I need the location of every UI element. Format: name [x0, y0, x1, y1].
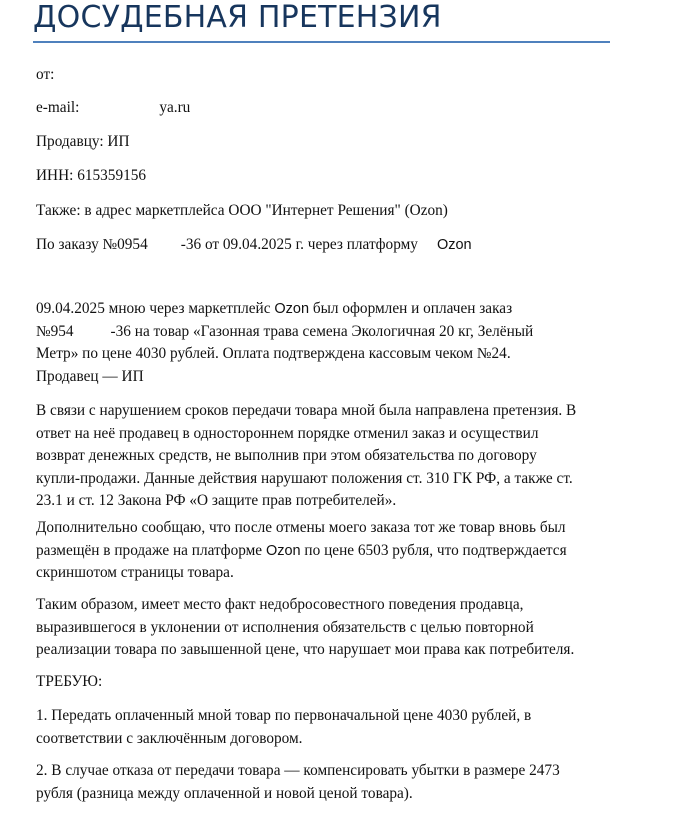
demand-item-1 [36, 705, 616, 750]
text-line: выразившегося в уклонении от исполнения обязательств с целью повторной [36, 618, 534, 636]
brand-ozon: Ozon [274, 301, 310, 317]
order-line [36, 236, 472, 254]
text-line: соответствии с заключённым договором. [36, 729, 303, 747]
text-segment: -36 на товар «Газонная трава семена Экологичная 20 кг, Зелёный [110, 322, 534, 340]
inn-line: ИНН: 615359156 [36, 167, 147, 184]
text-line: 1. Передать оплаченный мной товар по первоначальной цене 4030 рублей, в [36, 707, 532, 724]
email-line [36, 99, 190, 117]
paragraph-conclusion [36, 594, 616, 662]
order-number: По заказу №0954 [36, 236, 148, 253]
text-line: 23.1 и ст. 12 Закона РФ «О защите прав потребителей». [36, 492, 397, 509]
text-line: Продавец — ИП [36, 367, 144, 385]
demand-item-2 [36, 760, 616, 805]
marketplace-line: Также: в адрес маркетплейса ООО "Интернет Решения" (Ozon) [36, 202, 448, 219]
text-line: 2. В случае отказа от передачи товара — компенсировать убытки в размере 2473 [36, 762, 560, 779]
paragraph-violation [36, 400, 616, 513]
text-line: купли-продажи. Данные действия нарушают положения ст. 310 ГК РФ, а также ст. [36, 469, 573, 487]
text-line: рубля (разница между оплаченной и новой ценой товара). [36, 784, 413, 802]
text-line: скриншотом страницы товара. [36, 564, 234, 581]
text-segment: по цене 6503 рубля, что подтверждается [300, 541, 567, 559]
text-line: возврат денежных средств, не выполнив при этом обязательства по договору [36, 447, 537, 464]
paragraph-order-description [36, 298, 616, 388]
text-line: реализации товара по завышенной цене, что нарушает мои права как потребителя. [36, 641, 575, 658]
paragraph-relisting [36, 517, 616, 585]
order-details: -36 от 09.04.2025 г. через платформу [180, 236, 418, 253]
text-segment: №954 [36, 322, 74, 340]
text-line: Таким образом, имеет место факт недобросовестного поведения продавца, [36, 596, 524, 613]
brand-ozon: Ozon [265, 542, 301, 559]
seller-line: Продавцу: ИП [36, 133, 130, 150]
demand-heading: ТРЕБУЮ: [36, 673, 103, 690]
text-line: Метр» по цене 4030 рублей. Оплата подтверждена кассовым чеком №24. [36, 345, 511, 362]
text-segment: размещён в продаже на платформе [36, 541, 266, 559]
text-line: В связи с нарушением сроков передачи товара мной была направлена претензия. В [36, 402, 577, 419]
text-line: ответ на неё продавец в одностороннем порядке отменил заказ и осуществил [36, 424, 539, 442]
order-platform: Ozon [436, 237, 472, 253]
from-line: от: [36, 66, 55, 83]
title-underline [33, 41, 610, 43]
document-title: ДОСУДЕБНАЯ ПРЕТЕНЗИЯ [33, 0, 442, 35]
email-label: e-mail: [36, 99, 80, 116]
email-value: ya.ru [159, 99, 191, 116]
text-line: Дополнительно сообщаю, что после отмены моего заказа тот же товар вновь был [36, 519, 566, 536]
text-segment: 09.04.2025 мною через маркетплейс [36, 300, 275, 317]
text-segment: был оформлен и оплачен заказ [309, 300, 513, 317]
